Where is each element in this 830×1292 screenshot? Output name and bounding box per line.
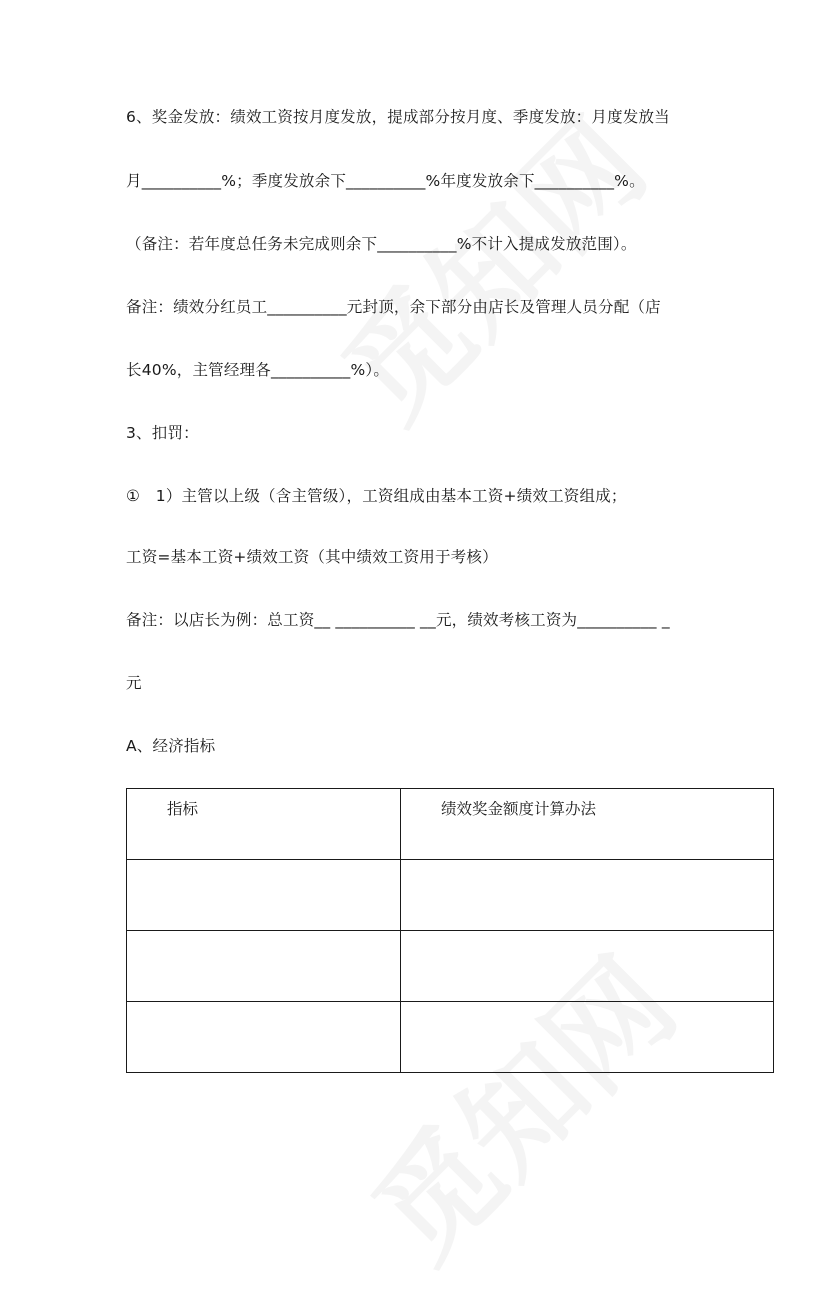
paragraph-dividend-note: 备注：绩效分红员工__________元封顶，余下部分由店长及管理人员分配（店 xyxy=(126,298,661,316)
table-header-indicator: 指标 xyxy=(127,789,401,860)
table-cell xyxy=(401,860,774,931)
table-cell xyxy=(401,1002,774,1073)
paragraph-salary-formula: 工资=基本工资+绩效工资（其中绩效工资用于考核） xyxy=(126,548,498,566)
paragraph-dividend-split: 长40%，主管经理各__________%）。 xyxy=(126,361,390,379)
table-row xyxy=(127,931,774,1002)
section-heading-penalty: 3、扣罚： xyxy=(126,424,199,442)
watermark xyxy=(300,75,676,451)
table-cell xyxy=(127,1002,401,1073)
table-cell xyxy=(401,931,774,1002)
table-row xyxy=(127,860,774,931)
table-cell xyxy=(127,860,401,931)
paragraph-yuan: 元 xyxy=(126,674,142,692)
paragraph-bonus-payout: 6、奖金发放：绩效工资按月度发放，提成部分按月度、季度发放：月度发放当 xyxy=(126,108,670,126)
table-cell xyxy=(127,931,401,1002)
paragraph-bonus-ratios: 月__________%；季度发放余下__________%年度发放余下__________%。 xyxy=(126,172,645,190)
paragraph-supervisor-salary: ① 1）主管以上级（含主管级），工资组成由基本工资+绩效工资组成； xyxy=(126,487,627,505)
section-heading-economic: A、经济指标 xyxy=(126,737,216,755)
paragraph-annual-note: （备注：若年度总任务未完成则余下__________%不计入提成发放范围）。 xyxy=(126,235,637,253)
table-header-method: 绩效奖金额度计算办法 xyxy=(401,789,774,860)
indicator-table xyxy=(126,788,774,1073)
table-row xyxy=(127,1002,774,1073)
paragraph-manager-example: 备注：以店长为例：总工资__ __________ __元，绩效考核工资为__________ _ xyxy=(126,611,670,629)
table-header-row xyxy=(127,789,774,860)
